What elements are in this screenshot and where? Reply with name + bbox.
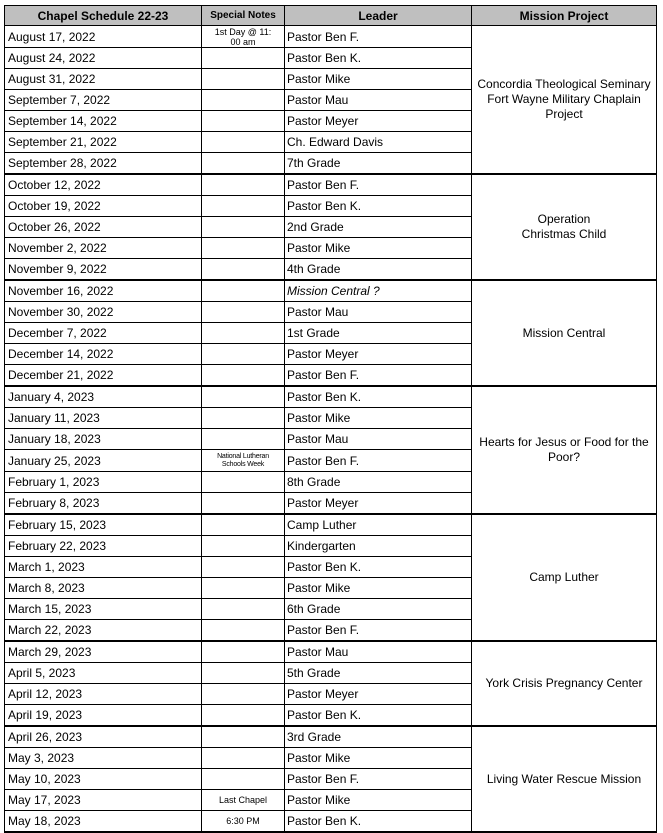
chapel-date: September 21, 2022	[5, 132, 202, 153]
mission-project-name: Hearts for Jesus or Food for the Poor?	[479, 435, 649, 464]
special-note	[202, 472, 285, 493]
leader-name: Pastor Ben K.	[285, 48, 472, 69]
special-note	[202, 726, 285, 748]
chapel-date: May 10, 2023	[5, 769, 202, 790]
mission-project-cell	[472, 514, 657, 641]
mission-project-cell	[472, 26, 657, 175]
leader-name: 7th Grade	[285, 153, 472, 175]
special-note	[202, 365, 285, 387]
table-row	[5, 726, 657, 748]
special-note	[202, 69, 285, 90]
leader-name: Pastor Ben F.	[285, 450, 472, 472]
chapel-date: February 15, 2023	[5, 514, 202, 536]
leader-name: Ch. Edward Davis	[285, 132, 472, 153]
special-note	[202, 259, 285, 281]
special-note	[202, 811, 285, 833]
table-row	[5, 26, 657, 48]
special-note	[202, 493, 285, 515]
leader-name: Pastor Ben F.	[285, 26, 472, 48]
mission-project-cell	[472, 280, 657, 386]
leader-name: Pastor Mau	[285, 90, 472, 111]
leader-name: Mission Central ?	[285, 280, 472, 302]
chapel-date: August 17, 2022	[5, 26, 202, 48]
chapel-date: April 12, 2023	[5, 684, 202, 705]
leader-name: Pastor Meyer	[285, 111, 472, 132]
chapel-date: August 24, 2022	[5, 48, 202, 69]
table-row	[5, 280, 657, 302]
chapel-date: October 12, 2022	[5, 174, 202, 196]
special-note	[202, 302, 285, 323]
chapel-date: January 25, 2023	[5, 450, 202, 472]
table-row	[5, 386, 657, 408]
special-note	[202, 408, 285, 429]
leader-name: Pastor Ben K.	[285, 196, 472, 217]
chapel-date: March 22, 2023	[5, 620, 202, 642]
leader-name: Pastor Meyer	[285, 344, 472, 365]
leader-name: Pastor Mike	[285, 69, 472, 90]
chapel-date: March 29, 2023	[5, 641, 202, 663]
chapel-date: January 4, 2023	[5, 386, 202, 408]
leader-name: Pastor Ben K.	[285, 386, 472, 408]
chapel-date: May 3, 2023	[5, 748, 202, 769]
special-note	[202, 238, 285, 259]
leader-name: 1st Grade	[285, 323, 472, 344]
special-note	[202, 111, 285, 132]
special-note	[202, 344, 285, 365]
chapel-date: December 14, 2022	[5, 344, 202, 365]
leader-name: Pastor Mike	[285, 748, 472, 769]
special-note	[202, 536, 285, 557]
special-note	[202, 196, 285, 217]
special-note	[202, 386, 285, 408]
special-note	[202, 578, 285, 599]
special-note	[202, 450, 285, 472]
mission-project-name: Living Water Rescue Mission	[486, 771, 642, 786]
leader-name: Pastor Ben F.	[285, 365, 472, 387]
chapel-schedule-table	[4, 5, 657, 833]
chapel-date: March 8, 2023	[5, 578, 202, 599]
leader-name: Pastor Mau	[285, 302, 472, 323]
leader-name: Pastor Mike	[285, 238, 472, 259]
special-note	[202, 26, 285, 48]
leader-name: Pastor Meyer	[285, 493, 472, 515]
chapel-date: March 15, 2023	[5, 599, 202, 620]
special-note-text: 1st Day @ 11: 00 am	[214, 26, 272, 47]
special-note	[202, 514, 285, 536]
chapel-date: April 26, 2023	[5, 726, 202, 748]
chapel-date: February 22, 2023	[5, 536, 202, 557]
mission-project-name: Camp Luther	[529, 570, 599, 584]
special-note	[202, 217, 285, 238]
leader-name: 3rd Grade	[285, 726, 472, 748]
leader-name: Pastor Mike	[285, 790, 472, 811]
chapel-date: October 19, 2022	[5, 196, 202, 217]
chapel-date: January 11, 2023	[5, 408, 202, 429]
header-leader: Leader	[285, 6, 472, 26]
chapel-date: May 17, 2023	[5, 790, 202, 811]
schedule-body	[5, 26, 657, 833]
leader-name: Pastor Ben K.	[285, 557, 472, 578]
table-row	[5, 174, 657, 196]
leader-name: Pastor Mike	[285, 408, 472, 429]
leader-name: Pastor Ben F.	[285, 174, 472, 196]
chapel-date: April 19, 2023	[5, 705, 202, 727]
chapel-date: January 18, 2023	[5, 429, 202, 450]
special-note	[202, 557, 285, 578]
special-note	[202, 769, 285, 790]
chapel-date: November 30, 2022	[5, 302, 202, 323]
mission-project-name: Concordia Theological Seminary Fort Wayne Military Chaplain Project	[477, 77, 651, 121]
chapel-date: February 1, 2023	[5, 472, 202, 493]
mission-project-cell	[472, 174, 657, 280]
leader-name: 8th Grade	[285, 472, 472, 493]
chapel-date: April 5, 2023	[5, 663, 202, 684]
leader-name: Pastor Ben F.	[285, 769, 472, 790]
header-special-notes: Special Notes	[202, 6, 285, 26]
mission-project-name: Mission Central	[522, 325, 606, 340]
chapel-date: September 14, 2022	[5, 111, 202, 132]
chapel-date: September 28, 2022	[5, 153, 202, 175]
special-note-text: National Lutheran Schools Week	[217, 452, 269, 468]
mission-project-name: Operation Christmas Child	[521, 212, 607, 241]
chapel-date: November 16, 2022	[5, 280, 202, 302]
special-note	[202, 90, 285, 111]
special-note	[202, 663, 285, 684]
leader-name: 4th Grade	[285, 259, 472, 281]
chapel-date: December 21, 2022	[5, 365, 202, 387]
leader-name: Pastor Mau	[285, 641, 472, 663]
special-note	[202, 132, 285, 153]
mission-project-cell	[472, 386, 657, 514]
chapel-date: May 18, 2023	[5, 811, 202, 833]
mission-project-cell	[472, 726, 657, 832]
mission-project-cell	[472, 641, 657, 726]
special-note-text: Last Chapel	[218, 795, 268, 805]
chapel-date: September 7, 2022	[5, 90, 202, 111]
leader-name: Kindergarten	[285, 536, 472, 557]
special-note	[202, 684, 285, 705]
leader-name: 5th Grade	[285, 663, 472, 684]
table-row	[5, 514, 657, 536]
chapel-date: November 2, 2022	[5, 238, 202, 259]
special-note	[202, 323, 285, 344]
special-note	[202, 790, 285, 811]
leader-name: Pastor Meyer	[285, 684, 472, 705]
table-header-row	[5, 6, 657, 26]
leader-name: Pastor Mau	[285, 429, 472, 450]
chapel-date: February 8, 2023	[5, 493, 202, 515]
header-schedule: Chapel Schedule 22-23	[5, 6, 202, 26]
special-note	[202, 48, 285, 69]
special-note	[202, 620, 285, 642]
special-note	[202, 599, 285, 620]
leader-name: Pastor Ben F.	[285, 620, 472, 642]
special-note	[202, 153, 285, 175]
mission-project-name: York Crisis Pregnancy Center	[485, 676, 643, 690]
chapel-date: December 7, 2022	[5, 323, 202, 344]
leader-name: Pastor Ben K.	[285, 811, 472, 833]
leader-name: Pastor Ben K.	[285, 705, 472, 727]
special-note	[202, 174, 285, 196]
chapel-date: November 9, 2022	[5, 259, 202, 281]
leader-name: Pastor Mike	[285, 578, 472, 599]
table-row	[5, 641, 657, 663]
chapel-date: March 1, 2023	[5, 557, 202, 578]
chapel-date: August 31, 2022	[5, 69, 202, 90]
special-note-text: 6:30 PM	[226, 816, 260, 826]
special-note	[202, 748, 285, 769]
special-note	[202, 705, 285, 727]
special-note	[202, 429, 285, 450]
special-note	[202, 641, 285, 663]
leader-name: 6th Grade	[285, 599, 472, 620]
special-note	[202, 280, 285, 302]
leader-name: Camp Luther	[285, 514, 472, 536]
chapel-date: October 26, 2022	[5, 217, 202, 238]
header-mission-project: Mission Project	[472, 6, 657, 26]
leader-name: 2nd Grade	[285, 217, 472, 238]
